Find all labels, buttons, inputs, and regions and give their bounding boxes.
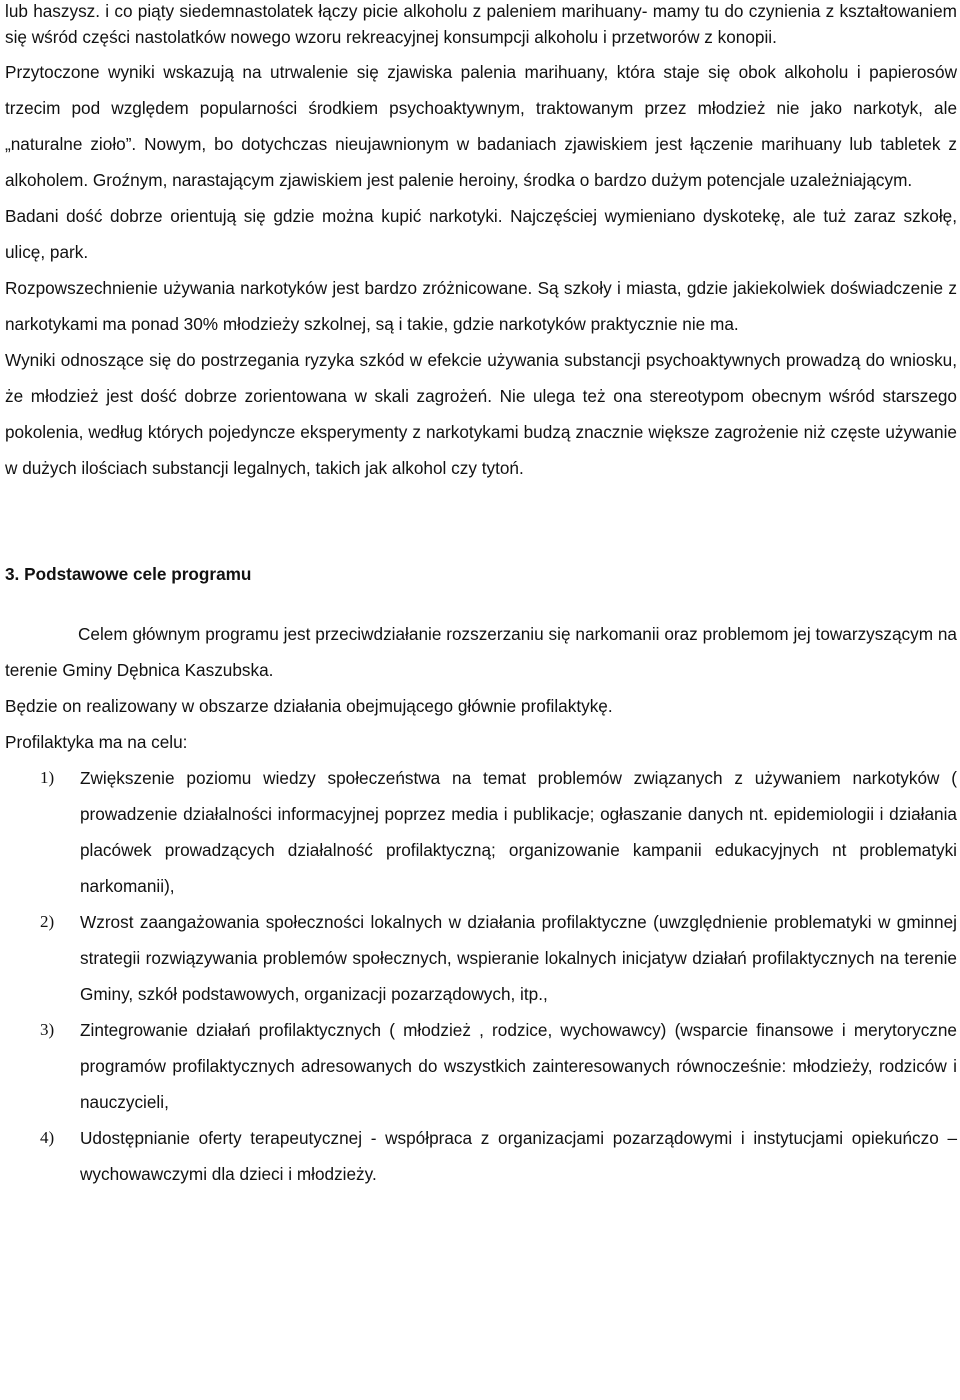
- list-item-text: Udostępnianie oferty terapeutycznej - współpraca z organizacjami pozarządowymi i instytucjami opiekuńczo – wychowawczymi dla dzieci i młodzieży.: [80, 1128, 957, 1184]
- list-item-text: Wzrost zaangażowania społeczności lokalnych w działania profilaktyczne (uwzględnienie problematyki w gminnej strategii rozwiązywania problemów społecznych, wspieranie lokalnych inicjatyw działań profilaktycznych na terenie Gminy, szkół podstawowych, organizacji pozarządowych, itp.,: [80, 912, 957, 1004]
- intro-paragraph-5: Wyniki odnoszące się do postrzegania ryzyka szkód w efekcie używania substancji psychoaktywnych prowadzą do wniosku, że młodzież jest dość dobrze zorientowana w skali zagrożeń. Nie ulega też ona stereotypom obecnym wśród starszego pokolenia, według których pojedyncze eksperymenty z narkotykami budzą znacznie większe zagrożenie niż częste używanie w dużych ilościach substancji legalnych, takich jak alkohol czy tytoń.: [5, 350, 957, 478]
- goals-list: [5, 760, 957, 1192]
- section-paragraph-2: Będzie on realizowany w obszarze działania obejmującego głównie profilaktykę.: [5, 696, 613, 716]
- list-number: 2): [40, 912, 55, 931]
- intro-paragraph-3: Badani dość dobrze orientują się gdzie można kupić narkotyki. Najczęściej wymieniano dyskotekę, ale tuż zaraz szkołę, ulicę, park.: [5, 206, 957, 262]
- intro-paragraph-2: Przytoczone wyniki wskazują na utrwalenie się zjawiska palenia marihuany, która staje się obok alkoholu i papierosów trzecim pod względem popularności środkiem psychoaktywnym, traktowanym przez młodzież nie jako narkotyk, ale „naturalne zioło”. Nowym, bo dotychczas nieujawnionym w badaniach zjawiskiem jest łączenie marihuany lub tabletek z alkoholem. Groźnym, narastającym zjawiskiem jest palenie heroiny, środka o bardzo dużym potencjale uzależniającym.: [5, 62, 957, 190]
- list-item-text: Zwiększenie poziomu wiedzy społeczeństwa na temat problemów związanych z używaniem narkotyków ( prowadzenie działalności informacyjnej poprzez media i publikacje; ogłaszanie danych nt. epidemiologii i działania placówek prowadzących działalność profilaktyczną; organizowanie kampanii edukacyjnych nt problematyki narkomanii),: [80, 768, 957, 896]
- section-paragraph-3: Profilaktyka ma na celu:: [5, 732, 188, 752]
- list-item: [5, 760, 957, 904]
- section-paragraph-1: Celem głównym programu jest przeciwdziałanie rozszerzaniu się narkomanii oraz problemom jej towarzyszącym na terenie Gminy Dębnica Kaszubska.: [5, 624, 957, 680]
- section-heading: 3. Podstawowe cele programu: [5, 564, 252, 584]
- list-item: [5, 904, 957, 1012]
- list-number: 3): [40, 1020, 55, 1039]
- list-number: 1): [40, 768, 55, 787]
- list-item: [5, 1120, 957, 1192]
- list-item-text: Zintegrowanie działań profilaktycznych ( młodzież , rodzice, wychowawcy) (wsparcie finansowe i merytoryczne programów profilaktycznych adresowanych do wszystkich zainteresowanych równocześnie: młodzieży, rodziców i nauczycieli,: [80, 1020, 957, 1112]
- intro-paragraph-4: Rozpowszechnienie używania narkotyków jest bardzo zróżnicowane. Są szkoły i miasta, gdzie jakiekolwiek doświadczenie z narkotykami ma ponad 30% młodzieży szkolnej, są i takie, gdzie narkotyków praktycznie nie ma.: [5, 278, 957, 334]
- list-item: [5, 1012, 957, 1120]
- intro-paragraph-1: lub haszysz. i co piąty siedemnastolatek łączy picie alkoholu z paleniem marihuany- mamy tu do czynienia z kształtowaniem się wśród części nastolatków nowego wzoru rekreacyjnej konsumpcji alkoholu i przetworów z konopii.: [5, 1, 957, 47]
- document-page: [5, 0, 957, 1192]
- list-number: 4): [40, 1128, 55, 1147]
